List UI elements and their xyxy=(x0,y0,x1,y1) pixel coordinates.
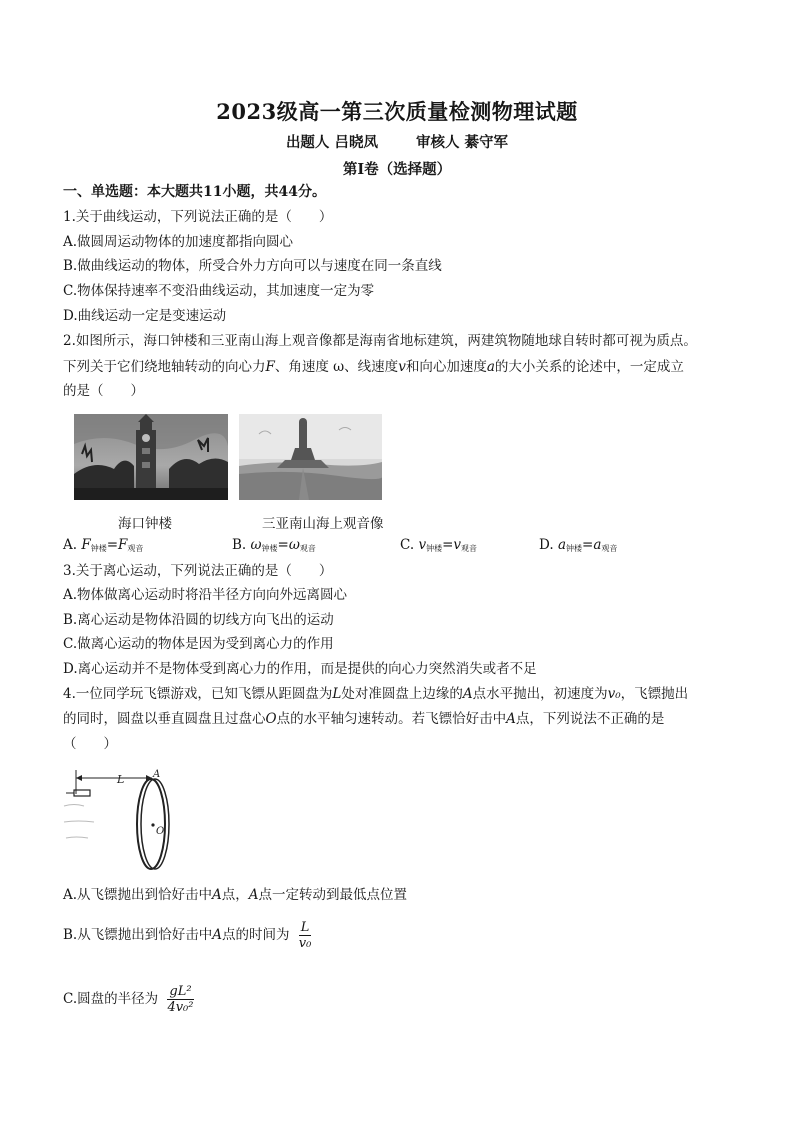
haikou-clocktower-photo xyxy=(74,414,228,500)
q2-line-2: 下列关于它们绕地轴转动的向心力F、角速度 ω、线速度v和向心加速度a的大小关系的论述中，一定成立 xyxy=(63,359,684,375)
reviewer: 审核人 綦守军 xyxy=(416,134,509,151)
q1-option-b: B.做曲线运动的物体，所受合外力方向可以与速度在同一条直线 xyxy=(63,258,442,274)
q4-option-c: C.圆盘的半径为 $\frac{\text{gL²}}{\text{4v₀²}}$ xyxy=(63,984,194,1015)
q3-option-d: D.离心运动并不是物体受到离心力的作用，而是提供的向心力突然消失或者不足 xyxy=(63,661,537,677)
q3-stem: 3.关于离心运动，下列说法正确的是（ ） xyxy=(63,563,333,579)
fraction-gL2-over-4v02: $\frac{\text{gL²}}{\text{4v₀²}}$ xyxy=(167,984,194,1015)
q3-option-a: A.物体做离心运动时将沿半径方向向外远离圆心 xyxy=(63,587,348,603)
volume-heading: 第I卷（选择题） xyxy=(342,161,452,178)
q1-option-a: A.做圆周运动物体的加速度都指向圆心 xyxy=(63,234,294,250)
q1-stem: 1.关于曲线运动，下列说法正确的是（ ） xyxy=(63,209,333,225)
q4-line-1: 4.一位同学玩飞镖游戏，已知飞镖从距圆盘为L处对准圆盘上边缘的A点水平抛出，初速度为v₀，飞镖抛出 xyxy=(63,686,689,702)
caption-sanya: 三亚南山海上观音像 xyxy=(262,516,384,532)
q1-option-d: D.曲线运动一定是变速运动 xyxy=(63,308,227,324)
q4-option-a: A.从飞镖抛出到恰好击中A点，A点一定转动到最低点位置 xyxy=(63,887,408,903)
dart-disc-diagram xyxy=(62,766,202,870)
guanyin-image xyxy=(239,414,382,500)
q2-option-c: C. $v_{钟楼}=v_{观音}$ xyxy=(400,537,478,553)
authors-line xyxy=(0,131,794,152)
q2-line-3: 的是（ ） xyxy=(63,383,144,399)
q3-option-b: B.离心运动是物体沿圆的切线方向飞出的运动 xyxy=(63,612,334,628)
section-heading: 一、单选题：本大题共11小题，共44分。 xyxy=(63,184,326,200)
dart-disc-figure xyxy=(62,766,202,870)
caption-haikou: 海口钟楼 xyxy=(118,516,172,532)
q3-option-c: C.做离心运动的物体是因为受到离心力的作用 xyxy=(63,636,334,652)
q4-line-3: （ ） xyxy=(63,736,117,752)
q4-option-b: B.从飞镖抛出到恰好击中A点的时间为 $\frac{L}{\text{v₀}}$ xyxy=(63,920,312,951)
q1-option-c: C.物体保持速率不变沿曲线运动，其加速度一定为零 xyxy=(63,283,375,299)
figure-label-A: A xyxy=(153,769,161,780)
sanya-guanyin-photo xyxy=(239,414,382,500)
q4-line-2: 的同时，圆盘以垂直圆盘且过盘心O点的水平轴匀速转动。若飞镖恰好击中A点，下列说法不正确的是 xyxy=(63,711,665,727)
figure-label-L: L xyxy=(117,773,125,786)
q2-option-d: D. $a_{钟楼}=a_{观音}$ xyxy=(539,537,618,553)
clocktower-image xyxy=(74,414,228,500)
figure-label-O: O xyxy=(156,826,165,837)
exam-title: 2023级高一第三次质量检测物理试题 xyxy=(216,99,578,124)
fraction-L-over-v0: $\frac{L}{\text{v₀}}$ xyxy=(298,920,312,951)
q2-line-1: 2.如图所示，海口钟楼和三亚南山海上观音像都是海南省地标建筑，两建筑物随地球自转时都可视为质点。 xyxy=(63,333,697,349)
q2-option-b: B. $\omega_{钟楼}=\omega_{观音}$ xyxy=(232,537,316,553)
q2-option-a: A. $F_{钟楼}=F_{观音}$ xyxy=(63,537,144,553)
setter: 出题人 吕晓凤 xyxy=(285,134,378,151)
